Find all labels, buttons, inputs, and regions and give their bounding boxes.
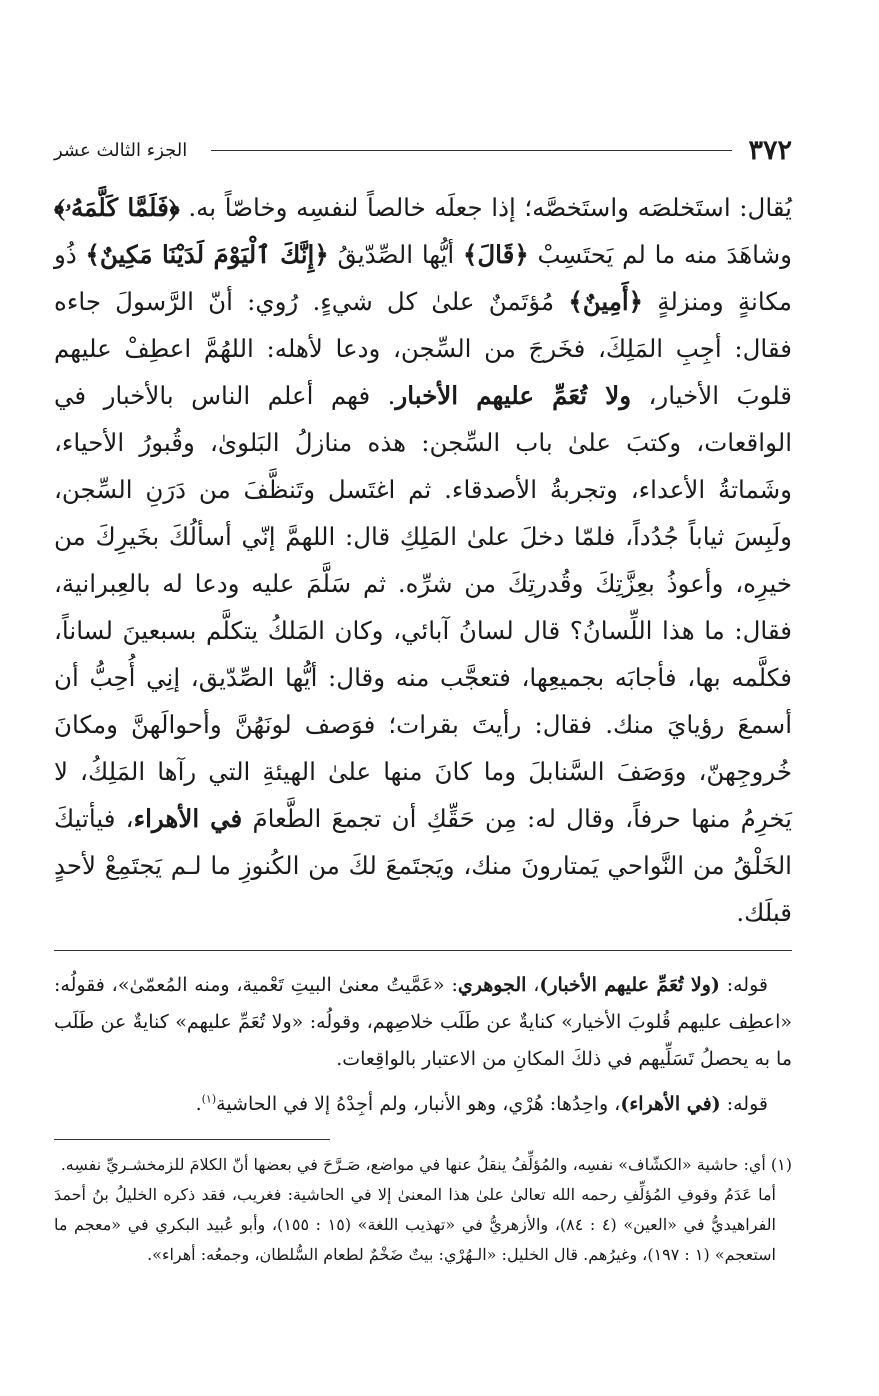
main-text-segment: وشاهَدَ منه ما لم يَحتَسِبْ — [528, 240, 792, 269]
main-text-segment: . فهم أعلم الناس بالأخبار في الواقعات، وكتبَ علىٰ باب السِّجن: هذه منازلُ البَلوىٰ، وقُبورُ الأحياء، وشَماتةُ الأعداء، وتجربةُ الأصدقاء. ثم اغتَسل وتَنظَّفَ من دَرَنِ السِّجن، ولَبِسَ ثياباً جُدُداً، فلمّا دخلَ علىٰ المَلِكِ قال: اللهمَّ إنّي أسألُكَ بخَيرِكَ من خيرِه، وأعوذُ بعِزَّتِكَ وقُدرتِكَ من شرِّه. ثم سَلَّمَ عليه ودعا له بالعِبرانية، فقال: ما هذا اللِّسانُ؟ قال لسانُ آبائي، وكان المَلكُ يتكلَّم بسبعينَ لساناً، فكلَّمه بها، فأجابَه بجميعِها، فتعجَّب منه وقال: أيُّها الصِّدّيق، إنِي أُحِبُّ أن أسمعَ رؤيايَ منك. فقال: رأيتَ بقرات؛ فوَصف لونَهُنَّ وأحوالَهنَّ ومكانَ خُروجِهنّ، ووَصَفَ السَّنابلَ وما كانَ منها علىٰ الهيئةِ التي رآها المَلِكُ، لا يَخرِمُ منها حرفاً، وقال له: مِن حَقِّكِ أن تجمعَ الطَّعامَ — [54, 381, 792, 833]
main-text-segment: ذُو مكانةٍ ومنزلةٍ — [54, 240, 792, 316]
footnotes-section — [54, 1150, 792, 1270]
commentary-text: ، واحِدُها: هُرْي، وهو الأنبار، ولم أجِدْهُ إلا في الحاشية — [216, 1093, 621, 1115]
footnote-text: أما عَدَمُ وقوفِ المُؤلِّفِ رحمه الله تعالىٰ علىٰ هذا المعنىٰ إلا في الحاشية: فغريب، فقد ذكره الخليلُ بنُ أحمدَ الفراهيديُّ في «العين» (٤ : ٨٤)، والأزهريُّ في «تهذيب اللغة» (١٥ : ١٥٥)، وأبو عُبيد البكري في «معجم ما استعجم» (١ : ١٩٧)، وغيرُهم. قال الخليل: «الـهُرْي: بيتٌ ضَخْمٌ لطعام السُّلطان، وجمعُه: أهراء». — [54, 1185, 776, 1264]
commentary-end: . — [195, 1093, 202, 1115]
quran-quote: ﴿أَمِينٌ﴾ — [568, 287, 644, 316]
page-header — [54, 130, 792, 170]
running-head: الجزء الثالث عشر — [54, 139, 188, 161]
commentary-lemma: (ولا تُعَمِّ عليهم الأخبار) — [539, 974, 720, 996]
bold-phrase: ولا تُعَمِّ عليهم الأخبار — [395, 381, 632, 410]
commentary-section — [54, 967, 792, 1123]
bold-phrase: في الأهراء — [133, 804, 243, 833]
commentary-source: الجوهري — [457, 974, 527, 996]
main-text-segment: مُؤتَمنٌ علىٰ كل شيءٍ. رُوي: أنّ الرَّسولَ جاءه فقال: أجِبِ المَلِكَ، فخَرجَ من السِّجن، ودعا لأهله: اللهُمَّ اعطِفْ عليهم قلوبَ الأخيار، — [54, 287, 793, 410]
header-rule — [211, 150, 732, 151]
quran-quote: ﴿قَالَ﴾ — [462, 240, 529, 269]
main-text — [54, 184, 792, 936]
footnote-divider — [54, 1139, 330, 1140]
page-number: ٣٧٢ — [748, 134, 792, 166]
commentary-divider — [54, 950, 792, 951]
commentary-intro: قوله: — [719, 974, 768, 996]
main-text-segment: يُقال: استَخلصَه واستَخصَّه؛ إذا جعلَه خالصاً لنفسِه وخاصّاً به. — [179, 193, 793, 222]
main-text-segment: أيُّها الصِّدّيقُ — [328, 240, 463, 269]
commentary-text: : «عَمَّيتُ معنىٰ البيتِ تَعْمية، ومنه المُعمّىٰ»، فقولُه: «اعطِف عليهم قُلوبَ الأخيار» كنايةٌ عن طَلَب خلاصِهم، وقولُه: «ولا تُعَمِّ عليهم» كنايةٌ عن طَلَب ما به يحصلُ تَسَلِّيهم في ذلكَ المكانِ من الاعتبار بالواقِعات. — [54, 974, 792, 1070]
footnote-reference[interactable]: (١) — [201, 1092, 217, 1106]
commentary-lemma: (في الأهراء) — [620, 1093, 721, 1115]
commentary-intro: قوله: — [720, 1093, 768, 1115]
footnote-text: (١) أي: حاشية «الكشّاف» نفسِه، والمُؤلِّفُ ينقلُ عنها في مواضع، صَـرَّحَ في بعضها أنّ الكلامَ للزمخشـريِّ نفسِه. — [60, 1155, 792, 1174]
book-page — [54, 130, 792, 1270]
main-paragraph — [54, 184, 792, 936]
quran-quote: ﴿إِنَّكَ ٱلْيَوْمَ لَدَيْنَا مَكِينٌ﴾ — [85, 240, 329, 269]
main-text-segment: ، فيأتيكَ الخَلْقُ من النَّواحي يَمتارونَ منك، ويَجتَمعَ لكَ من الكُنوزِ ما لـم يَجتَمِعْ لأحدٍ قبلَك. — [54, 804, 792, 927]
commentary-separator: ، — [526, 974, 540, 996]
quran-quote: ﴿فَلَمَّا كَلَّمَهُۥ﴾ — [54, 193, 180, 222]
commentary-paragraph — [54, 967, 792, 1078]
commentary-paragraph — [54, 1086, 792, 1123]
